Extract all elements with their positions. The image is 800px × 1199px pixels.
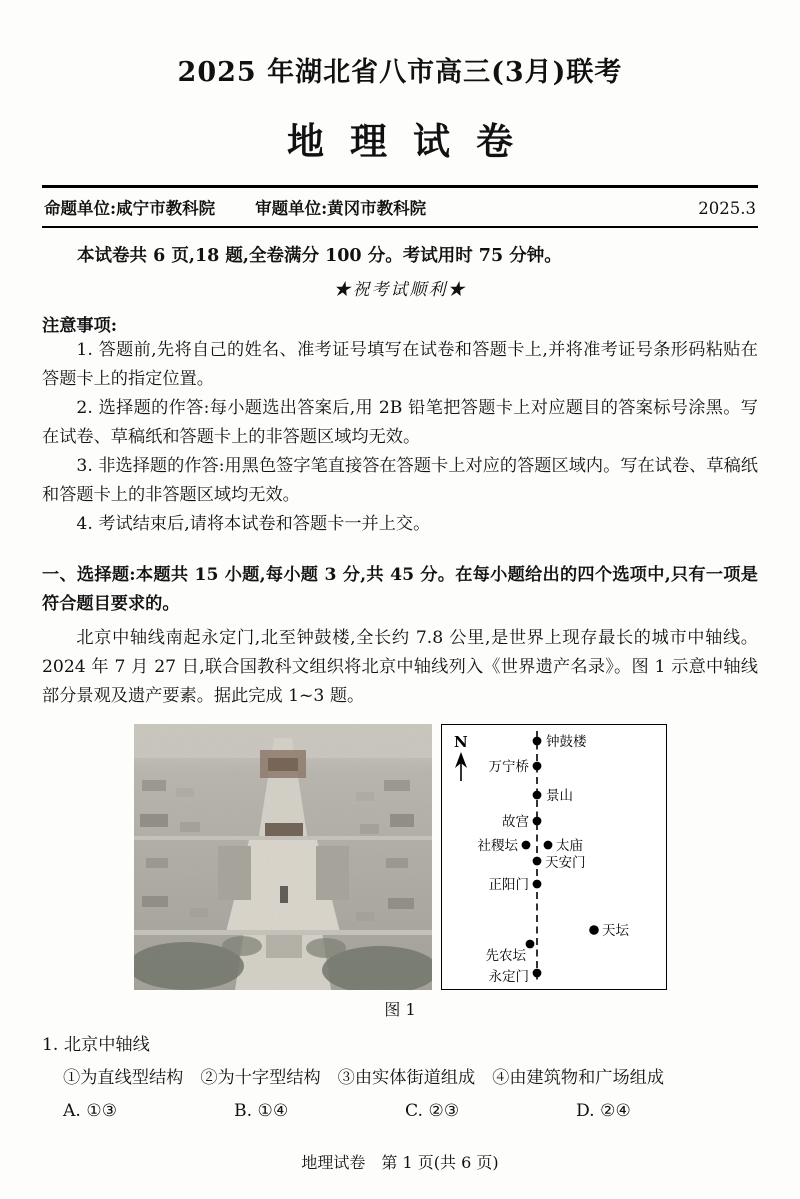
figure-1 xyxy=(42,724,758,990)
dot-shejitan xyxy=(521,841,530,850)
question-1-choice-d: D. ②④ xyxy=(576,1101,631,1121)
dot-wanningqiao xyxy=(532,762,541,771)
section1-passage: 北京中轴线南起永定门,北至钟鼓楼,全长约 7.8 公里,是世界上现存最长的城市中轴线。2024 年 7 月 27 日,联合国教科文组织将北京中轴线列入《世界遗产名录》。图 1 示意中轴线部分景观及遗产要素。据此完成 1~3 题。 xyxy=(42,628,758,706)
label-tiantan: 天坛 xyxy=(601,923,629,939)
label-gugong: 故宫 xyxy=(501,814,529,830)
notice-item-2: 2. 选择题的作答:每小题选出答案后,用 2B 铅笔把答题卡上对应题目的答案标号涂黑。写在试卷、草稿纸和答题卡上的非答题区域均无效。 xyxy=(42,398,758,447)
question-1-options xyxy=(42,1066,758,1090)
proposer-unit: 命题单位:咸宁市教科院 xyxy=(44,199,216,218)
aerial-photo-figure xyxy=(134,724,432,990)
label-yongdingmen: 永定门 xyxy=(488,969,529,985)
reviewer-unit: 审题单位:黄冈市教科院 xyxy=(255,199,427,218)
label-zhengyangmen: 正阳门 xyxy=(488,877,529,893)
question-1-option-2: ②为十字型结构 xyxy=(200,1068,321,1088)
axis-diagram-svg xyxy=(442,725,665,988)
dot-zhengyangmen xyxy=(532,880,541,889)
blessing-line: ★祝考试顺利★ xyxy=(333,280,467,300)
dot-jingshan xyxy=(532,791,541,800)
label-shejitan: 社稷坛 xyxy=(477,838,518,854)
aerial-photo xyxy=(134,724,432,990)
dot-tiananmen xyxy=(532,857,541,866)
question-1-option-3: ③由实体街道组成 xyxy=(337,1068,476,1088)
dot-xiannongtan xyxy=(525,940,534,949)
dot-yongdingmen xyxy=(532,969,541,978)
label-zhonggulou: 钟鼓楼 xyxy=(545,734,586,750)
notice-title: 注意事项: xyxy=(42,316,118,336)
question-1-option-1: ①为直线型结构 xyxy=(63,1068,184,1088)
notice-item-4: 4. 考试结束后,请将本试卷和答题卡一并上交。 xyxy=(76,514,431,534)
label-xiannongtan: 先农坛 xyxy=(485,948,526,964)
label-taimiao: 太庙 xyxy=(555,838,583,854)
site-labels xyxy=(477,733,629,985)
dot-zhonggulou xyxy=(532,737,541,746)
dot-tiantan xyxy=(589,925,599,935)
dot-gugong xyxy=(532,817,541,826)
exam-date: 2025.3 xyxy=(698,199,756,218)
question-1-choices xyxy=(42,1099,758,1123)
subject-title: 地理试卷 xyxy=(287,119,539,163)
question-1-choice-a: A. ①③ xyxy=(63,1101,118,1121)
notice-item-3: 3. 非选择题的作答:用黑色签字笔直接答在答题卡上对应的答题区域内。写在试卷、草稿纸和答题卡上的非答题区域均无效。 xyxy=(42,456,758,505)
axis-diagram xyxy=(441,724,667,990)
question-1-choice-b: B. ①④ xyxy=(234,1101,289,1121)
question-1-option-4: ④由建筑物和广场组成 xyxy=(492,1068,665,1088)
label-jingshan: 景山 xyxy=(545,788,573,804)
page-footer: 地理试卷 第 1 页(共 6 页) xyxy=(301,1153,499,1172)
svg-text:N: N xyxy=(453,733,468,751)
dot-taimiao xyxy=(543,841,552,850)
exam-summary: 本试卷共 6 页,18 题,全卷满分 100 分。考试用时 75 分钟。 xyxy=(77,246,562,266)
label-wanningqiao: 万宁桥 xyxy=(488,759,529,775)
meta-bar xyxy=(42,185,758,228)
notice-item-1: 1. 答题前,先将自己的姓名、准考证号填写在试卷和答题卡上,并将准考证号条形码粘贴在答题卡上的指定位置。 xyxy=(42,340,758,389)
exam-title: 2025 年湖北省八市高三(3月)联考 xyxy=(177,57,623,88)
section1-heading: 一、选择题:本题共 15 小题,每小题 3 分,共 45 分。在每小题给出的四个选项中,只有一项是符合题目要求的。 xyxy=(42,565,758,614)
question-1-stem: 1. 北京中轴线 xyxy=(42,1035,150,1055)
figure-caption: 图 1 xyxy=(384,1000,416,1019)
label-tiananmen: 天安门 xyxy=(544,855,585,871)
north-arrow-icon xyxy=(454,733,468,781)
question-1-choice-c: C. ②③ xyxy=(405,1101,460,1121)
